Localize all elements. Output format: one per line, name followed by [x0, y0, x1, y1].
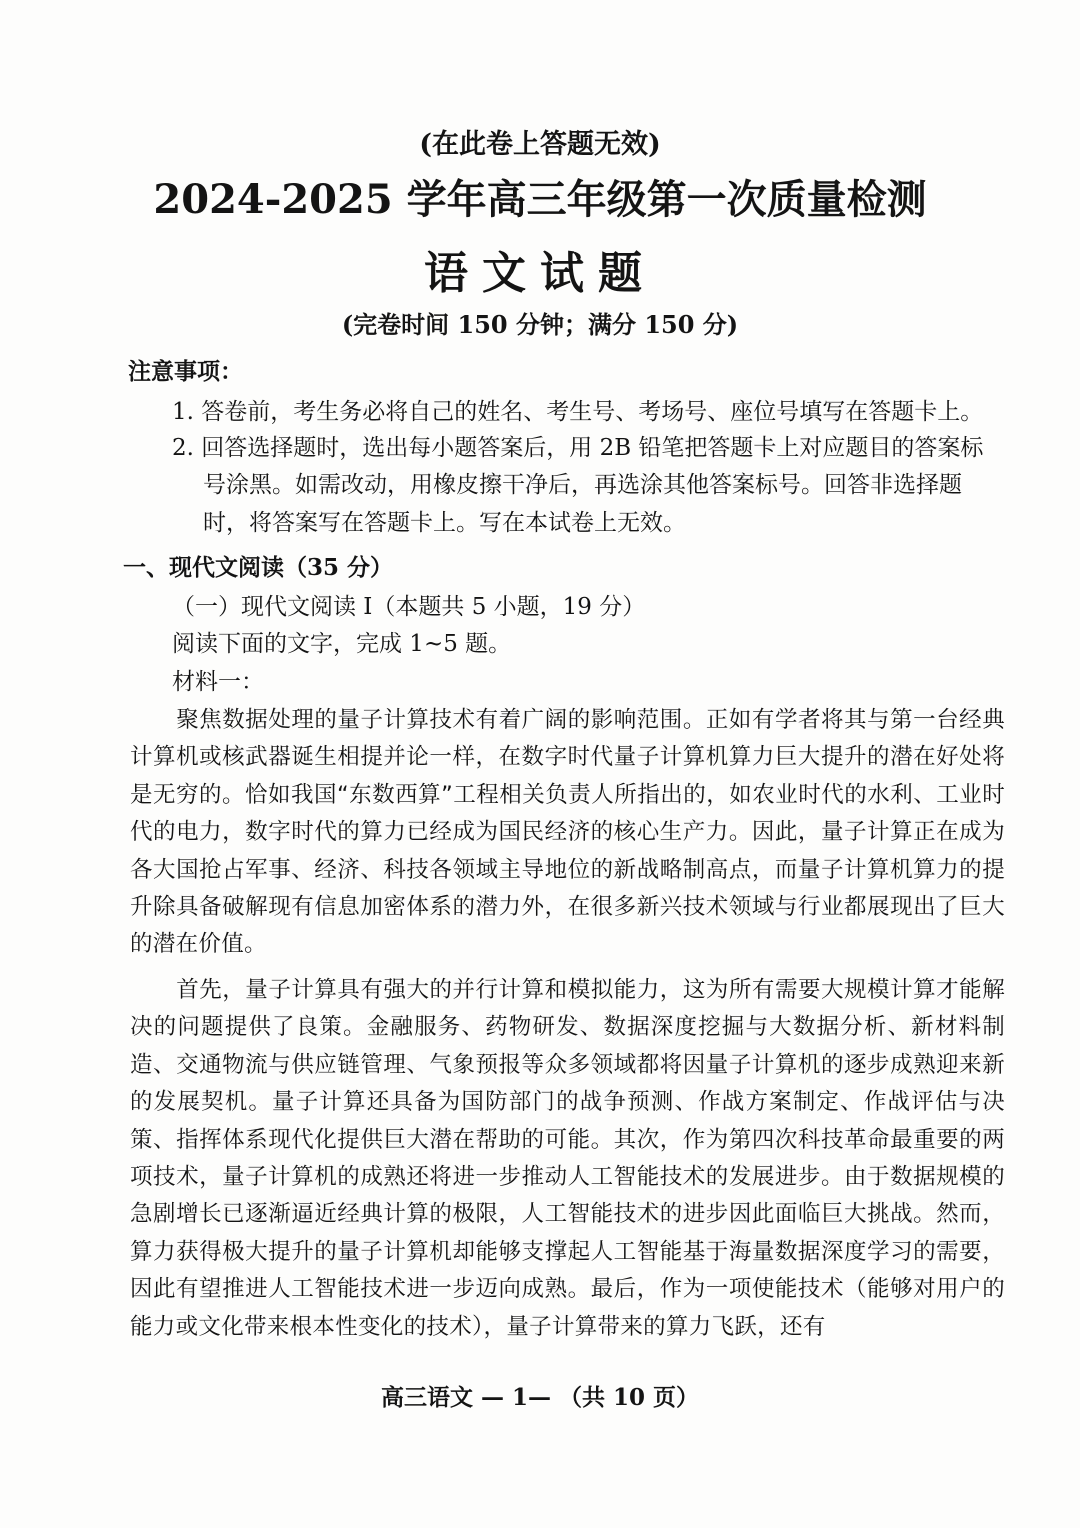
notice-item-2-line-2: 号涂黑。如需改动，用橡皮擦干净后，再选涂其他答案标号。回答非选择题: [203, 472, 962, 498]
material-paragraph-2: [130, 972, 1005, 1346]
reading-instruction: 阅读下面的文字，完成 1~5 题。: [172, 631, 512, 657]
material-paragraph-1: [130, 702, 1005, 964]
material-paragraph-2-text: 首先，量子计算具有强大的并行计算和模拟能力，这为所有需要大规模计算才能解决的问题提供了良策。金融服务、药物研发、数据深度挖掘与大数据分析、新材料制造、交通物流与供应链管理、气象预报等众多领域都将因量子计算机的逐步成熟迎来新的发展契机。量子计算还具备为国防部门的战争预测、作战方案制定、作战评估与决策、指挥体系现代化提供巨大潜在帮助的可能。其次，作为第四次科技革命最重要的两项技术，量子计算机的成熟还将进一步推动人工智能技术的发展进步。由于数据规模的急剧增长已逐渐逼近经典计算的极限，人工智能技术的进步因此面临巨大挑战。然而，算力获得极大提升的量子计算机却能够支撑起人工智能基于海量数据深度学习的需要，因此有望推进人工智能技术进一步迈向成熟。最后，作为一项使能技术（能够对用户的能力或文化带来根本性变化的技术），量子计算带来的算力飞跃，还有: [130, 977, 1005, 1340]
notice-item-2-line-3: 时，将答案写在答题卡上。写在本试卷上无效。: [203, 510, 686, 536]
page-footer: 高三语文 — 1— （共 10 页）: [380, 1384, 700, 1411]
material-paragraph-1-text: 聚焦数据处理的量子计算技术有着广阔的影响范围。正如有学者将其与第一台经典计算机或核武器诞生相提并论一样，在数字时代量子计算机算力巨大提升的潜在好处将是无穷的。恰如我国“东数西算”工程相关负责人所指出的，如农业时代的水利、工业时代的电力，数字时代的算力已经成为国民经济的核心生产力。因此，量子计算正在成为各大国抢占军事、经济、科技各领域主导地位的新战略制高点，而量子计算机算力的提升除具备破解现有信息加密体系的潜力外，在很多新兴技术领域与行业都展现出了巨大的潜在价值。: [130, 707, 1005, 958]
exam-timing: (完卷时间 150 分钟；满分 150 分): [341, 310, 739, 339]
notice-item-1: 1. 答卷前，考生务必将自己的姓名、考生号、考场号、座位号填写在答题卡上。: [172, 399, 984, 425]
answer-invalid-warning: (在此卷上答题无效): [419, 129, 661, 160]
notice-heading: 注意事项：: [128, 358, 243, 385]
subject-title: 语文试题: [424, 248, 656, 299]
exam-title: 2024-2025 学年高三年级第一次质量检测: [153, 176, 927, 223]
material-label: 材料一：: [172, 669, 264, 695]
notice-item-2-line-1: 2. 回答选择题时，选出每小题答案后，用 2B 铅笔把答题卡上对应题目的答案标: [172, 435, 984, 461]
section-1-heading: 一、现代文阅读（35 分）: [123, 554, 394, 581]
section-1-sub-heading: （一）现代文阅读 I（本题共 5 小题，19 分）: [172, 594, 646, 620]
